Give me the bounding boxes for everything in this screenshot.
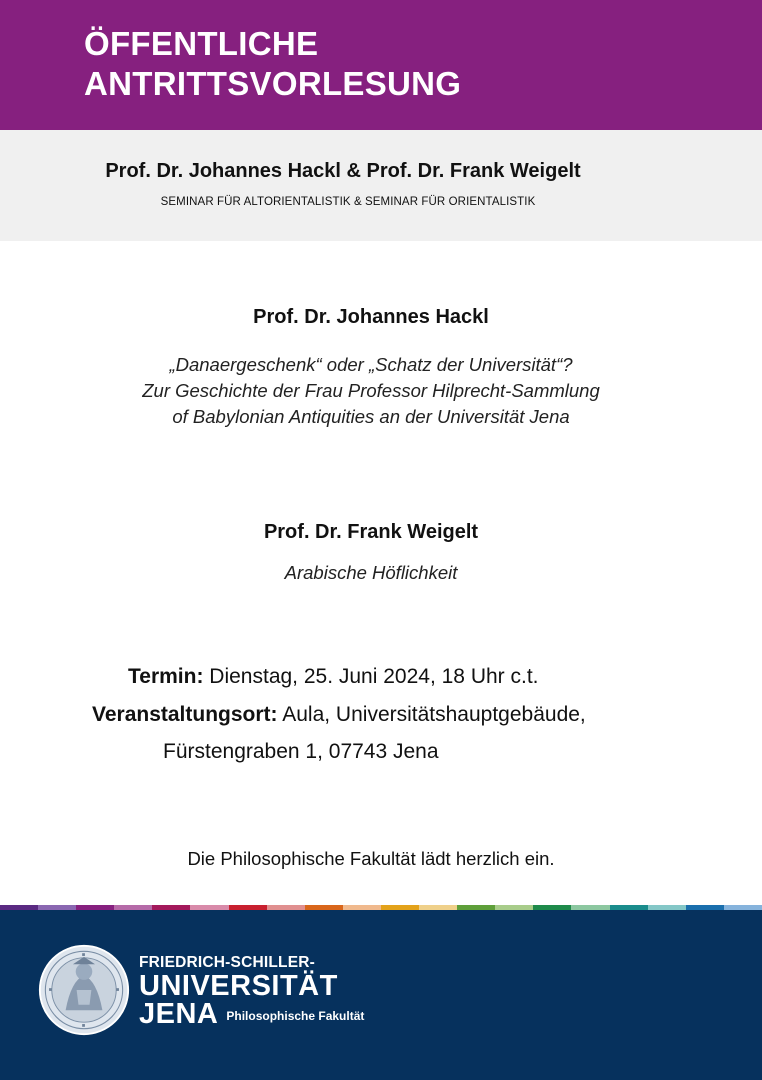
- date-label: Termin:: [128, 665, 204, 688]
- invitation-text: Die Philosophische Fakultät lädt herzlich ein.: [187, 848, 555, 869]
- header-band: [0, 0, 762, 130]
- title-line-2: ANTRITTSVORLESUNG: [84, 65, 462, 102]
- speakers-line: Prof. Dr. Johannes Hackl & Prof. Dr. Frank Weigelt: [105, 160, 581, 182]
- page-title: [84, 24, 461, 104]
- lecture-1-title-line: of Babylonian Antiquities an der Universität Jena: [172, 406, 570, 427]
- venue-label: Veranstaltungsort:: [92, 703, 278, 726]
- seminars-line: SEMINAR FÜR ALTORIENTALISTIK & SEMINAR FÜR ORIENTALISTIK: [160, 196, 536, 208]
- footer-band: [0, 910, 762, 1080]
- venue-value: Aula, Universitätshauptgebäude,: [282, 703, 586, 726]
- lecture-1-title-line: Zur Geschichte der Frau Professor Hilprecht-Sammlung: [142, 380, 600, 401]
- uni-line-2: UNIVERSITÄT: [139, 970, 338, 1002]
- title-line-1: ÖFFENTLICHE: [84, 25, 319, 62]
- event-venue-line-2: Fürstengraben 1, 07743 Jena: [163, 740, 439, 763]
- faculty-name: Philosophische Fakultät: [226, 1009, 365, 1023]
- university-seal-icon: [38, 944, 130, 1036]
- date-value: Dienstag, 25. Juni 2024, 18 Uhr c.t.: [209, 665, 539, 688]
- lecture-2-speaker: Prof. Dr. Frank Weigelt: [263, 521, 479, 543]
- uni-line-3: [139, 1000, 364, 1030]
- lecture-1-title-line: „Danaergeschenk“ oder „Schatz der Universität“?: [169, 354, 573, 375]
- lecture-2: [0, 521, 742, 586]
- lecture-1-title: [0, 352, 742, 430]
- university-logo-text: [139, 954, 364, 1030]
- uni-line-1: FRIEDRICH-SCHILLER-: [139, 954, 316, 971]
- lecture-1-speaker: Prof. Dr. Johannes Hackl: [253, 306, 489, 328]
- lecture-2-title: Arabische Höflichkeit: [284, 562, 458, 583]
- uni-city: JENA: [139, 998, 219, 1030]
- event-venue: [92, 703, 586, 727]
- lecture-1: [0, 306, 742, 430]
- subheader-band: [0, 130, 762, 241]
- event-date: [128, 665, 539, 689]
